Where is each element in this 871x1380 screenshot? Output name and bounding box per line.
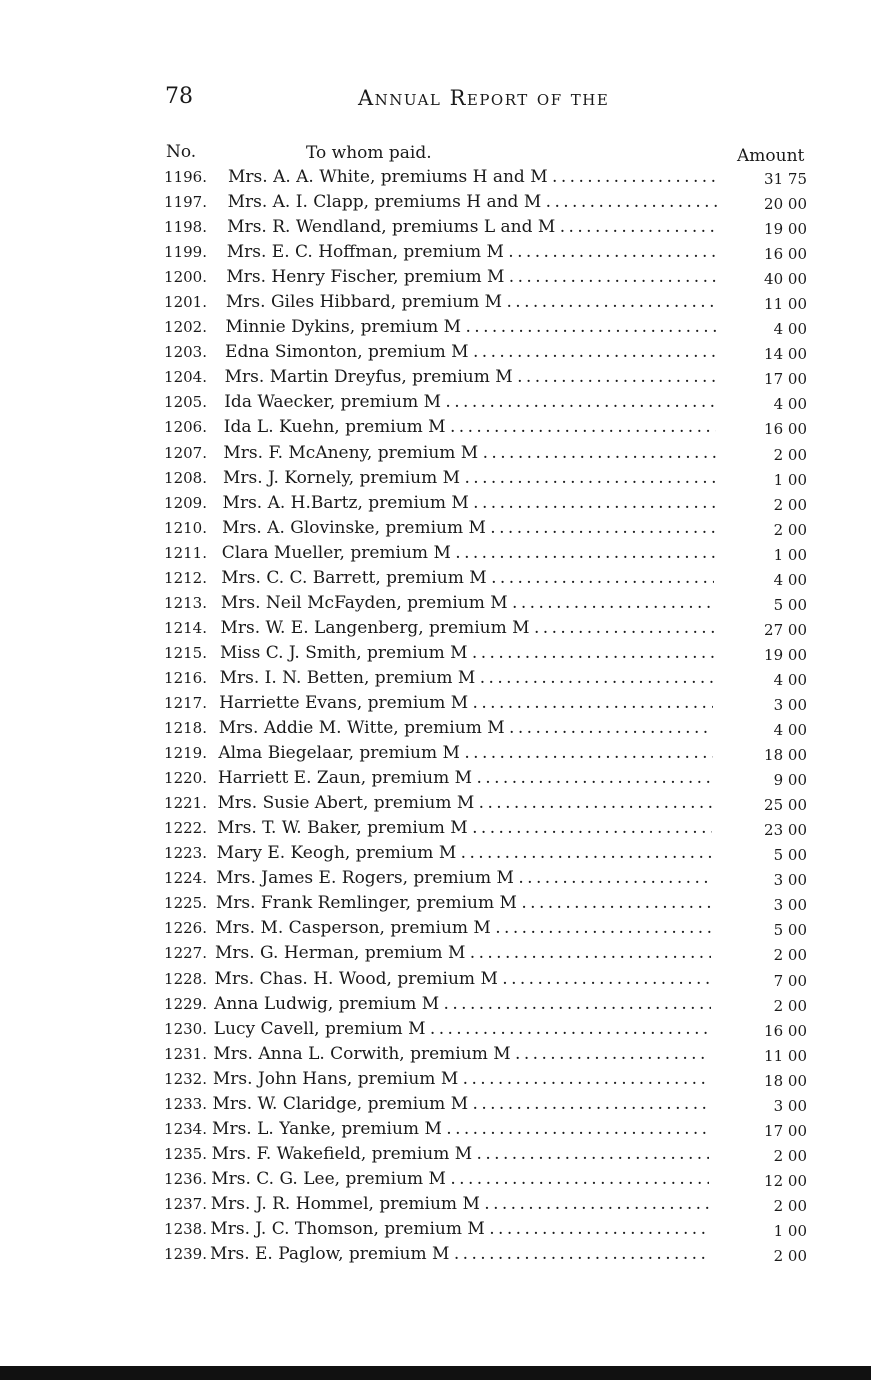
payee-name: Mary E. Keogh, premium M . . . xyxy=(217,841,712,866)
table-row xyxy=(0,415,871,440)
payee-name: Alma Biegelaar, premium M . . . xyxy=(218,741,713,766)
table-row xyxy=(0,491,871,516)
amount-value: 4 00 xyxy=(773,670,807,689)
amount-value: 18 00 xyxy=(764,746,807,765)
entry-number: 1236. xyxy=(164,1169,207,1188)
entry-number: 1206. xyxy=(164,418,207,437)
entry-number: 1204. xyxy=(164,368,207,387)
entry-number: 1225. xyxy=(164,894,207,913)
amount-value: 12 00 xyxy=(764,1171,807,1190)
entry-number: 1228. xyxy=(164,969,207,988)
payee-name: Mrs. C. C. Barrett, premium M . . . xyxy=(221,566,714,591)
page-number: 78 xyxy=(165,84,193,109)
table-row xyxy=(0,967,871,992)
payee-name: Mrs. G. Herman, premium M . . . xyxy=(215,941,711,966)
amount-value: 2 00 xyxy=(773,1247,807,1266)
payee-name: Mrs. T. W. Baker, premium M . . . xyxy=(217,816,712,841)
amount-value: 4 00 xyxy=(773,395,807,414)
table-row xyxy=(0,666,871,691)
amount-value: 16 00 xyxy=(764,245,807,264)
table-row xyxy=(0,866,871,891)
table-row xyxy=(0,641,871,666)
entry-number: 1208. xyxy=(164,468,207,487)
amount-value: 16 00 xyxy=(764,1021,807,1040)
payee-name: Mrs. A. A. White, premiums H and M . . . xyxy=(228,165,718,190)
amount-value: 2 00 xyxy=(773,495,807,514)
amount-value: 11 00 xyxy=(764,295,807,314)
amount-value: 20 00 xyxy=(764,195,807,214)
table-row xyxy=(0,190,871,215)
amount-value: 5 00 xyxy=(773,595,807,614)
table-row xyxy=(0,340,871,365)
entry-number: 1216. xyxy=(164,668,207,687)
amount-value: 4 00 xyxy=(773,721,807,740)
table-row xyxy=(0,390,871,415)
table-row xyxy=(0,215,871,240)
payee-name: Mrs. J. R. Hommel, premium M . . . xyxy=(211,1192,709,1217)
entry-number: 1234. xyxy=(164,1119,207,1138)
payee-name: Mrs. C. G. Lee, premium M . . . xyxy=(211,1167,709,1192)
entry-number: 1233. xyxy=(164,1094,207,1113)
amount-value: 17 00 xyxy=(764,370,807,389)
table-row xyxy=(0,716,871,741)
table-row xyxy=(0,891,871,916)
amount-value: 17 00 xyxy=(764,1121,807,1140)
table-row xyxy=(0,841,871,866)
entry-number: 1235. xyxy=(164,1144,207,1163)
entry-number: 1227. xyxy=(164,944,207,963)
table-row xyxy=(0,1017,871,1042)
entry-number: 1212. xyxy=(164,568,207,587)
entry-number: 1239. xyxy=(164,1245,207,1264)
payee-name: Mrs. I. N. Betten, premium M . . . xyxy=(220,666,714,691)
table-row xyxy=(0,992,871,1017)
entry-number: 1223. xyxy=(164,844,207,863)
payee-name: Ida L. Kuehn, premium M . . . xyxy=(224,415,716,440)
table-row xyxy=(0,766,871,791)
amount-value: 4 00 xyxy=(773,320,807,339)
table-row xyxy=(0,616,871,641)
amount-value: 19 00 xyxy=(764,645,807,664)
payee-name: Minnie Dykins, premium M . . . xyxy=(225,315,716,340)
entry-number: 1207. xyxy=(164,443,207,462)
payee-name: Mrs. Henry Fischer, premium M . . . xyxy=(226,265,717,290)
entry-number: 1229. xyxy=(164,994,207,1013)
payee-name: Mrs. A. I. Clapp, premiums H and M . . . xyxy=(228,190,718,215)
table-row xyxy=(0,741,871,766)
table-row xyxy=(0,365,871,390)
entry-number: 1214. xyxy=(164,618,207,637)
payee-name: Mrs. R. Wendland, premiums L and M . . . xyxy=(227,215,717,240)
entry-number: 1215. xyxy=(164,643,207,662)
entry-number: 1226. xyxy=(164,919,207,938)
payee-name: Mrs. Neil McFayden, premium M . . . xyxy=(221,591,714,616)
entry-number: 1200. xyxy=(164,268,207,287)
payee-name: Mrs. W. E. Langenberg, premium M . . . xyxy=(220,616,714,641)
table-row xyxy=(0,1167,871,1192)
amount-value: 23 00 xyxy=(764,821,807,840)
table-row xyxy=(0,941,871,966)
table-row xyxy=(0,466,871,491)
running-head: Annual Report of the xyxy=(358,86,610,110)
payee-name: Mrs. Frank Remlinger, premium M . . . xyxy=(216,891,712,916)
amount-value: 5 00 xyxy=(773,846,807,865)
amount-value: 2 00 xyxy=(773,946,807,965)
payee-name: Mrs. A. H.Bartz, premium M . . . xyxy=(223,491,716,516)
table-row xyxy=(0,165,871,190)
payee-name: Mrs. E. C. Hoffman, premium M . . . xyxy=(227,240,718,265)
payee-name: Mrs. W. Claridge, premium M . . . xyxy=(212,1092,709,1117)
entry-number: 1209. xyxy=(164,493,207,512)
table-row xyxy=(0,541,871,566)
payee-name: Mrs. E. Paglow, premium M . . . xyxy=(210,1242,709,1267)
amount-value: 3 00 xyxy=(773,1096,807,1115)
amount-value: 2 00 xyxy=(773,996,807,1015)
payment-table xyxy=(0,165,871,1267)
payee-name: Mrs. A. Glovinske, premium M . . . xyxy=(222,516,715,541)
entry-number: 1199. xyxy=(164,243,207,262)
amount-value: 3 00 xyxy=(773,896,807,915)
entry-number: 1211. xyxy=(164,543,207,562)
amount-value: 19 00 xyxy=(764,220,807,239)
table-row xyxy=(0,265,871,290)
entry-number: 1201. xyxy=(164,293,207,312)
table-row xyxy=(0,1067,871,1092)
entry-number: 1222. xyxy=(164,819,207,838)
entry-number: 1210. xyxy=(164,518,207,537)
entry-number: 1213. xyxy=(164,593,207,612)
amount-value: 4 00 xyxy=(773,570,807,589)
table-row xyxy=(0,916,871,941)
payee-name: Ida Waecker, premium M . . . xyxy=(224,390,716,415)
table-row xyxy=(0,1117,871,1142)
amount-value: 25 00 xyxy=(764,796,807,815)
amount-value: 3 00 xyxy=(773,695,807,714)
entry-number: 1205. xyxy=(164,393,207,412)
amount-value: 2 00 xyxy=(773,1196,807,1215)
table-row xyxy=(0,591,871,616)
amount-value: 18 00 xyxy=(764,1071,807,1090)
payee-name: Mrs. Giles Hibbard, premium M . . . xyxy=(226,290,717,315)
amount-value: 1 00 xyxy=(773,1221,807,1240)
amount-value: 2 00 xyxy=(773,1146,807,1165)
table-row xyxy=(0,1217,871,1242)
entry-number: 1203. xyxy=(164,343,207,362)
entry-number: 1224. xyxy=(164,869,207,888)
payee-name: Mrs. L. Yanke, premium M . . . xyxy=(212,1117,710,1142)
table-row xyxy=(0,1192,871,1217)
payee-name: Mrs. J. Kornely, premium M . . . xyxy=(223,466,715,491)
payee-name: Harriette Evans, premium M . . . xyxy=(219,691,713,716)
entry-number: 1219. xyxy=(164,744,207,763)
scan-border xyxy=(0,1366,871,1380)
payee-name: Mrs. Chas. H. Wood, premium M . . . xyxy=(215,967,711,992)
entry-number: 1221. xyxy=(164,794,207,813)
amount-value: 16 00 xyxy=(764,420,807,439)
payee-name: Mrs. James E. Rogers, premium M . . . xyxy=(216,866,712,891)
table-row xyxy=(0,240,871,265)
amount-value: 14 00 xyxy=(764,345,807,364)
amount-value: 40 00 xyxy=(764,270,807,289)
entry-number: 1217. xyxy=(164,693,207,712)
entry-number: 1218. xyxy=(164,719,207,738)
payee-name: Mrs. Anna L. Corwith, premium M . . . xyxy=(213,1042,710,1067)
payee-name: Harriett E. Zaun, premium M . . . xyxy=(218,766,713,791)
table-row xyxy=(0,1242,871,1267)
entry-number: 1231. xyxy=(164,1044,207,1063)
amount-value: 1 00 xyxy=(773,470,807,489)
amount-value: 2 00 xyxy=(773,520,807,539)
entry-number: 1238. xyxy=(164,1219,207,1238)
table-row xyxy=(0,1142,871,1167)
entry-number: 1237. xyxy=(164,1194,207,1213)
payee-name: Mrs. Addie M. Witte, premium M . . . xyxy=(219,716,713,741)
table-row xyxy=(0,290,871,315)
table-row xyxy=(0,315,871,340)
payee-name: Mrs. M. Casperson, premium M . . . xyxy=(215,916,711,941)
table-row xyxy=(0,791,871,816)
amount-value: 7 00 xyxy=(773,971,807,990)
amount-value: 27 00 xyxy=(764,620,807,639)
amount-value: 5 00 xyxy=(773,921,807,940)
entry-number: 1197. xyxy=(164,193,207,212)
column-header-payee: To whom paid. xyxy=(306,143,432,163)
table-row xyxy=(0,1092,871,1117)
entry-number: 1198. xyxy=(164,218,207,237)
column-header-amount: Amount xyxy=(737,146,805,166)
table-row xyxy=(0,1042,871,1067)
table-row xyxy=(0,691,871,716)
payee-name: Miss C. J. Smith, premium M . . . xyxy=(220,641,714,666)
table-row xyxy=(0,816,871,841)
payee-name: Clara Mueller, premium M . . . xyxy=(222,541,715,566)
payee-name: Mrs. J. C. Thomson, premium M . . . xyxy=(210,1217,708,1242)
entry-number: 1220. xyxy=(164,769,207,788)
amount-value: 1 00 xyxy=(773,545,807,564)
entry-number: 1202. xyxy=(164,318,207,337)
payee-name: Mrs. John Hans, premium M . . . xyxy=(213,1067,710,1092)
entry-number: 1196. xyxy=(164,168,207,186)
payee-name: Anna Ludwig, premium M . . . xyxy=(214,992,711,1017)
amount-value: 11 00 xyxy=(764,1046,807,1065)
payee-name: Mrs. F. Wakefield, premium M . . . xyxy=(212,1142,710,1167)
payee-name: Edna Simonton, premium M . . . xyxy=(225,340,716,365)
amount-value: 31 75 xyxy=(764,170,807,188)
entry-number: 1232. xyxy=(164,1069,207,1088)
amount-value: 9 00 xyxy=(773,771,807,790)
payee-name: Mrs. Martin Dreyfus, premium M . . . xyxy=(225,365,717,390)
payee-name: Lucy Cavell, premium M . . . xyxy=(214,1017,711,1042)
amount-value: 3 00 xyxy=(773,871,807,890)
column-header-no: No. xyxy=(166,142,197,162)
table-row xyxy=(0,441,871,466)
amount-value: 2 00 xyxy=(773,445,807,464)
entry-number: 1230. xyxy=(164,1019,207,1038)
payee-name: Mrs. Susie Abert, premium M . . . xyxy=(218,791,713,816)
table-row xyxy=(0,566,871,591)
payee-name: Mrs. F. McAneny, premium M . . . xyxy=(223,441,715,466)
table-row xyxy=(0,516,871,541)
